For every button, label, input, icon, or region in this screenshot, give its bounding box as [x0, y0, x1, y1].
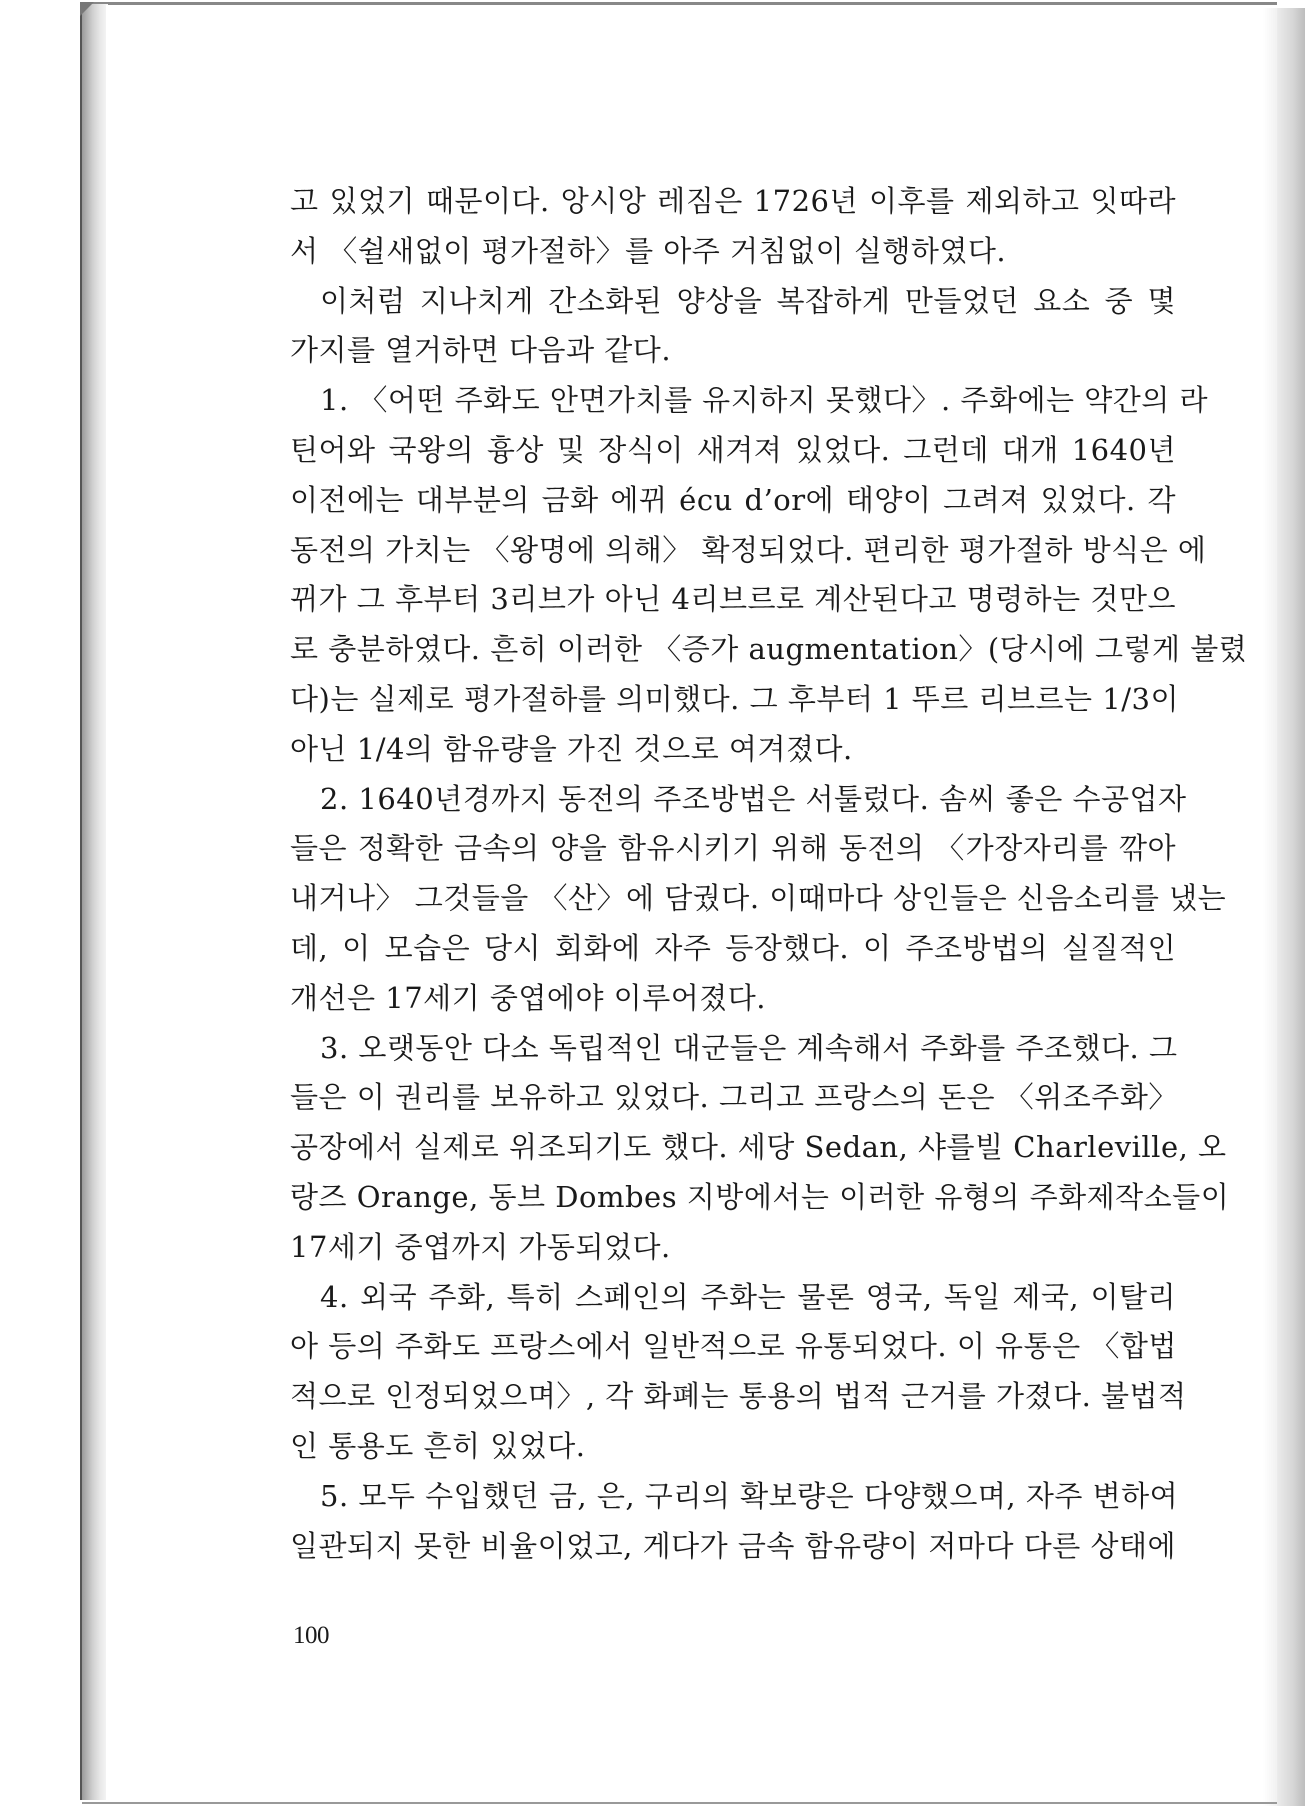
page-edge-left	[80, 4, 108, 1800]
text-line: 1. 〈어떤 주화도 안면가치를 유지하지 못했다〉. 주화에는 약간의 라	[320, 383, 1208, 418]
page-fold-right-inner	[1263, 8, 1277, 1806]
page-corner	[80, 2, 94, 16]
text-line: 서 〈쉴새없이 평가절하〉를 아주 거침없이 실행하였다.	[290, 233, 1007, 268]
text-line: 로 충분하였다. 흔히 이러한 〈증가 augmentation〉(당시에 그렇게 불렸	[290, 632, 1248, 667]
page-fold-right	[1275, 8, 1305, 1806]
text-line: 3. 오랫동안 다소 독립적인 대군들은 계속해서 주화를 주조했다. 그	[320, 1030, 1178, 1065]
text-line: 2. 1640년경까지 동전의 주조방법은 서툴렀다. 솜씨 좋은 수공업자	[320, 781, 1187, 816]
text-line: 일관되지 못한 비율이었고, 게다가 금속 함유량이 저마다 다른 상태에	[290, 1528, 1176, 1563]
text-line: 아 등의 주화도 프랑스에서 일반적으로 유통되었다. 이 유통은 〈합법	[290, 1329, 1177, 1364]
text-line: 4. 외국 주화, 특히 스페인의 주화는 물론 영국, 독일 제국, 이탈리	[320, 1279, 1176, 1314]
text-line: 데, 이 모습은 당시 회화에 자주 등장했다. 이 주조방법의 실질적인	[290, 930, 1176, 965]
text-line: 랑즈 Orange, 동브 Dombes 지방에서는 이러한 유형의 주화제작소들이	[290, 1179, 1230, 1214]
text-line: 아닌 1/4의 함유량을 가진 것으로 여겨졌다.	[290, 731, 853, 766]
text-line: 개선은 17세기 중엽에야 이루어졌다.	[290, 980, 766, 1015]
text-line: 인 통용도 흔히 있었다.	[290, 1428, 586, 1463]
page	[106, 5, 1263, 1802]
text-line: 고 있었기 때문이다. 앙시앙 레짐은 1726년 이후를 제외하고 잇따라	[290, 184, 1176, 218]
text-line: 가지를 열거하면 다음과 같다.	[290, 333, 672, 368]
text-line: 이전에는 대부분의 금화 에뀌 écu d’or에 태양이 그려져 있었다. 각	[290, 482, 1176, 517]
text-line: 틴어와 국왕의 흉상 및 장식이 새겨져 있었다. 그런데 대개 1640년	[290, 432, 1176, 467]
page-edge-bottom	[82, 1802, 1277, 1804]
text-line: 적으로 인정되었으며〉, 각 화폐는 통용의 법적 근거를 가졌다. 불법적	[290, 1379, 1187, 1414]
text-line: 들은 정확한 금속의 양을 함유시키기 위해 동전의 〈가장자리를 깎아	[290, 831, 1176, 866]
text-line: 동전의 가치는 〈왕명에 의해〉 확정되었다. 편리한 평가절하 방식은 에	[290, 532, 1207, 567]
text-line: 뀌가 그 후부터 3리브가 아닌 4리브르로 계산된다고 명령하는 것만으	[290, 582, 1176, 617]
text-line: 공장에서 실제로 위조되기도 했다. 세당 Sedan, 샤를빌 Charleville, 오	[290, 1130, 1227, 1165]
text-line: 17세기 중엽까지 가동되었다.	[290, 1229, 671, 1264]
page-number: 100	[293, 1622, 329, 1649]
body-text	[290, 177, 1248, 1571]
text-line: 다)는 실제로 평가절하를 의미했다. 그 후부터 1 뚜르 리브르는 1/3이	[290, 681, 1179, 716]
text-line: 5. 모두 수입했던 금, 은, 구리의 확보량은 다양했으며, 자주 변하여	[320, 1478, 1179, 1513]
text-line: 들은 이 권리를 보유하고 있었다. 그리고 프랑스의 돈은 〈위조주화〉	[290, 1080, 1178, 1115]
text-line: 이처럼 지나치게 간소화된 양상을 복잡하게 만들었던 요소 중 몇	[320, 283, 1176, 318]
text-line: 내거나〉 그것들을 〈산〉에 담궜다. 이때마다 상인들은 신음소리를 냈는	[290, 881, 1227, 916]
